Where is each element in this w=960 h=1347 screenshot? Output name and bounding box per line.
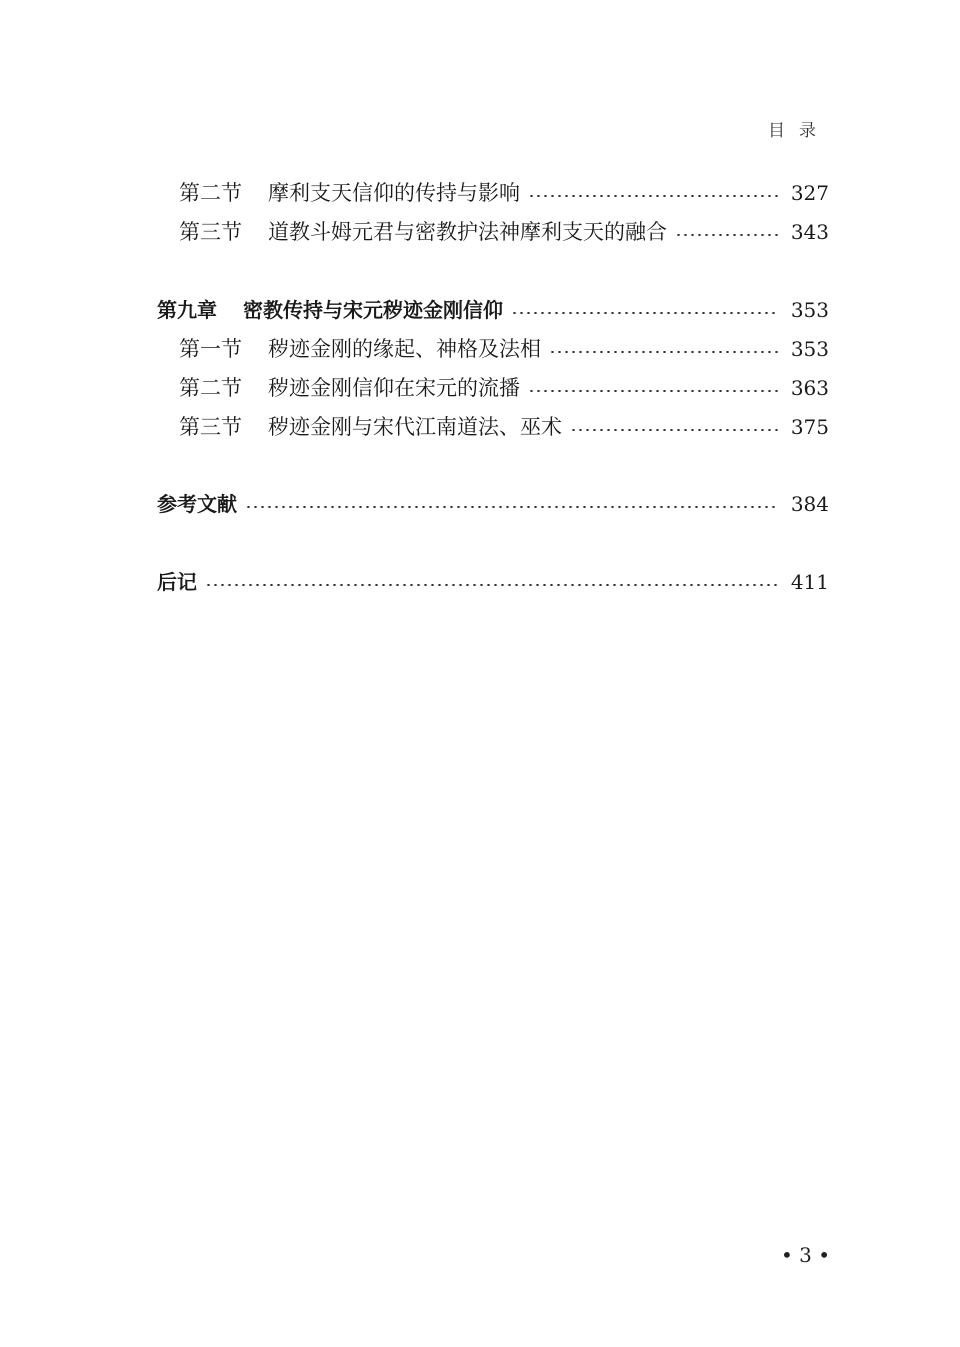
section-title: 摩利支天信仰的传持与影响 [268,181,520,205]
dot-leader [511,312,779,314]
toc-entry-section[interactable] [157,332,829,366]
chapter-title: 密教传持与宋元秽迹金刚信仰 [243,298,503,322]
section-label: 第三节 [179,220,242,244]
page-number: 353 [790,337,829,361]
dot-leader [675,234,779,236]
toc-entry-section[interactable] [157,215,829,249]
page-number: 384 [790,492,829,516]
chapter-title: 参考文献 [157,492,237,516]
toc-entry-section[interactable] [157,410,829,444]
chapter-label: 第九章 [157,298,217,322]
toc-entry-references[interactable] [157,487,829,521]
toc-entry-chapter[interactable] [157,293,829,327]
section-title: 秽迹金刚的缘起、神格及法相 [268,337,541,361]
section-title: 秽迹金刚与宋代江南道法、巫术 [268,415,562,439]
page-number: 411 [790,570,829,594]
toc-entry-afterword[interactable] [157,565,829,599]
chapter-title: 后记 [157,570,197,594]
page-number: 327 [790,181,829,205]
page-number: 343 [790,220,829,244]
dot-leader [205,584,779,586]
section-title: 道教斗姆元君与密教护法神摩利支天的融合 [268,220,667,244]
section-label: 第二节 [179,376,242,400]
dot-leader [528,195,779,197]
page-number: 363 [790,376,829,400]
section-title: 秽迹金刚信仰在宋元的流播 [268,376,520,400]
dot-leader [570,429,779,431]
toc-entry-section[interactable] [157,371,829,405]
toc-entry-section[interactable] [157,176,829,210]
section-label: 第一节 [179,337,242,361]
section-label: 第三节 [179,415,242,439]
page-folio: • 3 • [780,1243,830,1267]
dot-leader [549,351,779,353]
section-label: 第二节 [179,181,242,205]
dot-leader [245,506,779,508]
page-number: 353 [790,298,829,322]
dot-leader [528,390,779,392]
page-number: 375 [790,415,829,439]
running-header: 目录 [768,121,830,141]
